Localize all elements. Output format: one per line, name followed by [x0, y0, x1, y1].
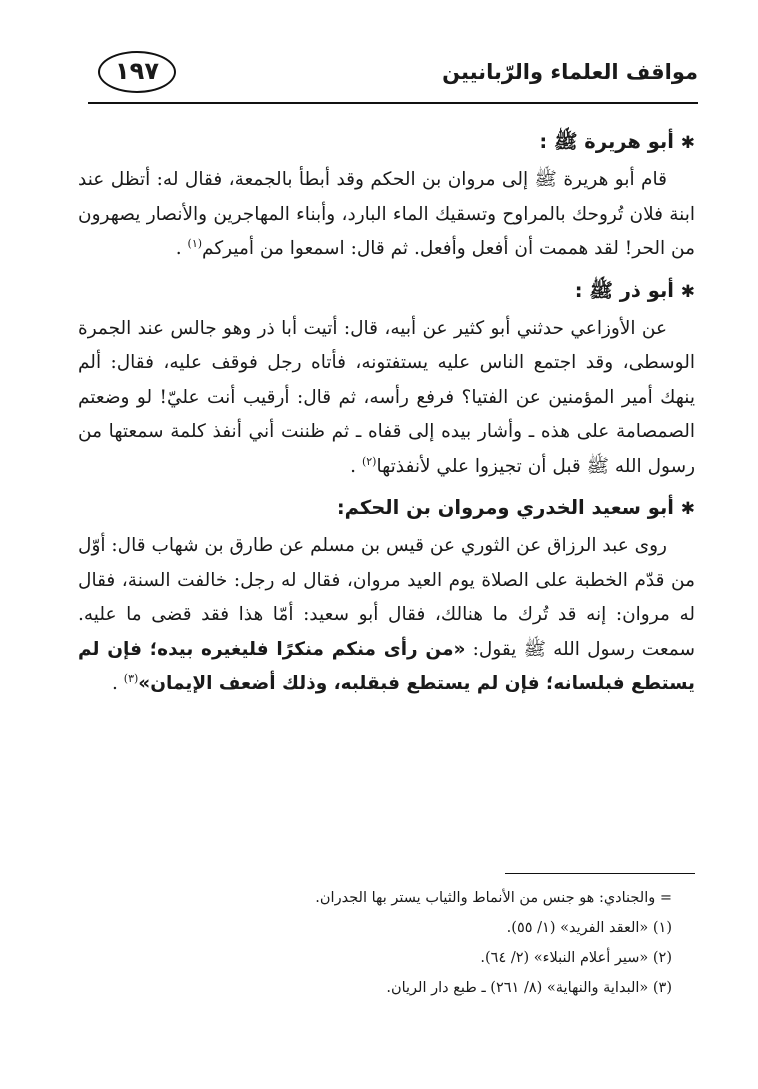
body-text	[78, 122, 695, 702]
section-heading-text: أبو هريرة ﷺ :	[539, 130, 674, 153]
star-bullet-icon: ✱	[680, 281, 695, 302]
paragraph	[78, 163, 695, 267]
footnote: (٢) «سير أعلام النبلاء» (٢/ ٦٤).	[480, 950, 672, 966]
section-heading-abu-hurayrah	[78, 122, 695, 163]
section-heading-text: أبو سعيد الخدري ومروان بن الحكم:	[336, 496, 674, 519]
paragraph-text: عن الأوزاعي حدثني أبو كثير عن أبيه، قال: أتيت أبا ذر وهو جالس عند الجمرة الوسطى، وقد اجتمع الناس عليه يستفتونه، فأتاه رجل فوقف عليه، فقال: ألم ينهك أمير المؤمنين عن الفتيا؟ فرفع رأسه، ثم قال: أرقيب أنت عليّ! لو وضعتم الصمصامة على هذه ـ وأشار بيده إلى قفاه ـ ثم ظننت أني أنفذ كلمة سمعتها من رسول الله ﷺ قبل أن تجيزوا علي لأنفذتها	[78, 317, 695, 477]
hadith-quote: «من رأى منكم منكرًا فليغيره بيده؛ فإن لم يستطع فبلسانه؛ فإن لم يستطع فبقلبه، وذلك أضعف الإيمان»	[78, 638, 695, 694]
footnote: (٣) «البداية والنهاية» (٨/ ٢٦١) ـ طبع دار الريان.	[386, 980, 672, 996]
paragraph-tail: .	[350, 455, 362, 477]
paragraph	[78, 312, 695, 485]
footnotes	[90, 883, 672, 1003]
footnote-ref: (١)	[187, 236, 203, 250]
star-bullet-icon: ✱	[680, 499, 695, 519]
running-title: مواقف العلماء والرّبانيين	[442, 60, 698, 84]
page-number: ١٩٧	[98, 51, 176, 93]
paragraph-tail: .	[175, 238, 188, 259]
section-heading-abu-dharr	[78, 271, 695, 312]
footnote-ref: (٢)	[361, 454, 377, 468]
footnote-ref: (٣)	[123, 671, 139, 685]
footnote: (١) «العقد الفريد» (١/ ٥٥).	[506, 920, 672, 936]
footnote: = والجنادي: هو جنس من الأنماط والثياب يستر بها الجدران.	[315, 890, 672, 906]
section-heading-text: أبو ذر ﷺ :	[574, 278, 674, 302]
paragraph	[78, 529, 695, 702]
paragraph-text: قام أبو هريرة ﷺ إلى مروان بن الحكم وقد أبطأ بالجمعة، فقال له: أتظل عند ابنة فلان تُروحك بالمراوح وتسقيك الماء البارد، وأبناء المهاجرين والأنصار يصهرون من الحر! لقد هممت أن أفعل وأفعل. ثم قال: اسمعوا من أميركم	[78, 169, 695, 259]
footnote-rule	[505, 873, 695, 874]
paragraph-tail: .	[112, 673, 124, 694]
header-rule	[88, 102, 698, 104]
paragraph-text: روى عبد الرزاق عن الثوري عن قيس بن مسلم عن طارق بن شهاب قال: أوّل من قدّم الخطبة على الصلاة يوم العيد مروان، فقال له رجل: خالفت السنة، فقال له مروان: إنه قد تُرك ما هنالك، فقال أبو سعيد: أمّا هذا فقد قضى ما عليه. سمعت رسول الله ﷺ يقول:	[78, 535, 696, 660]
star-bullet-icon: ✱	[680, 133, 695, 153]
section-heading-abu-said	[78, 488, 695, 529]
